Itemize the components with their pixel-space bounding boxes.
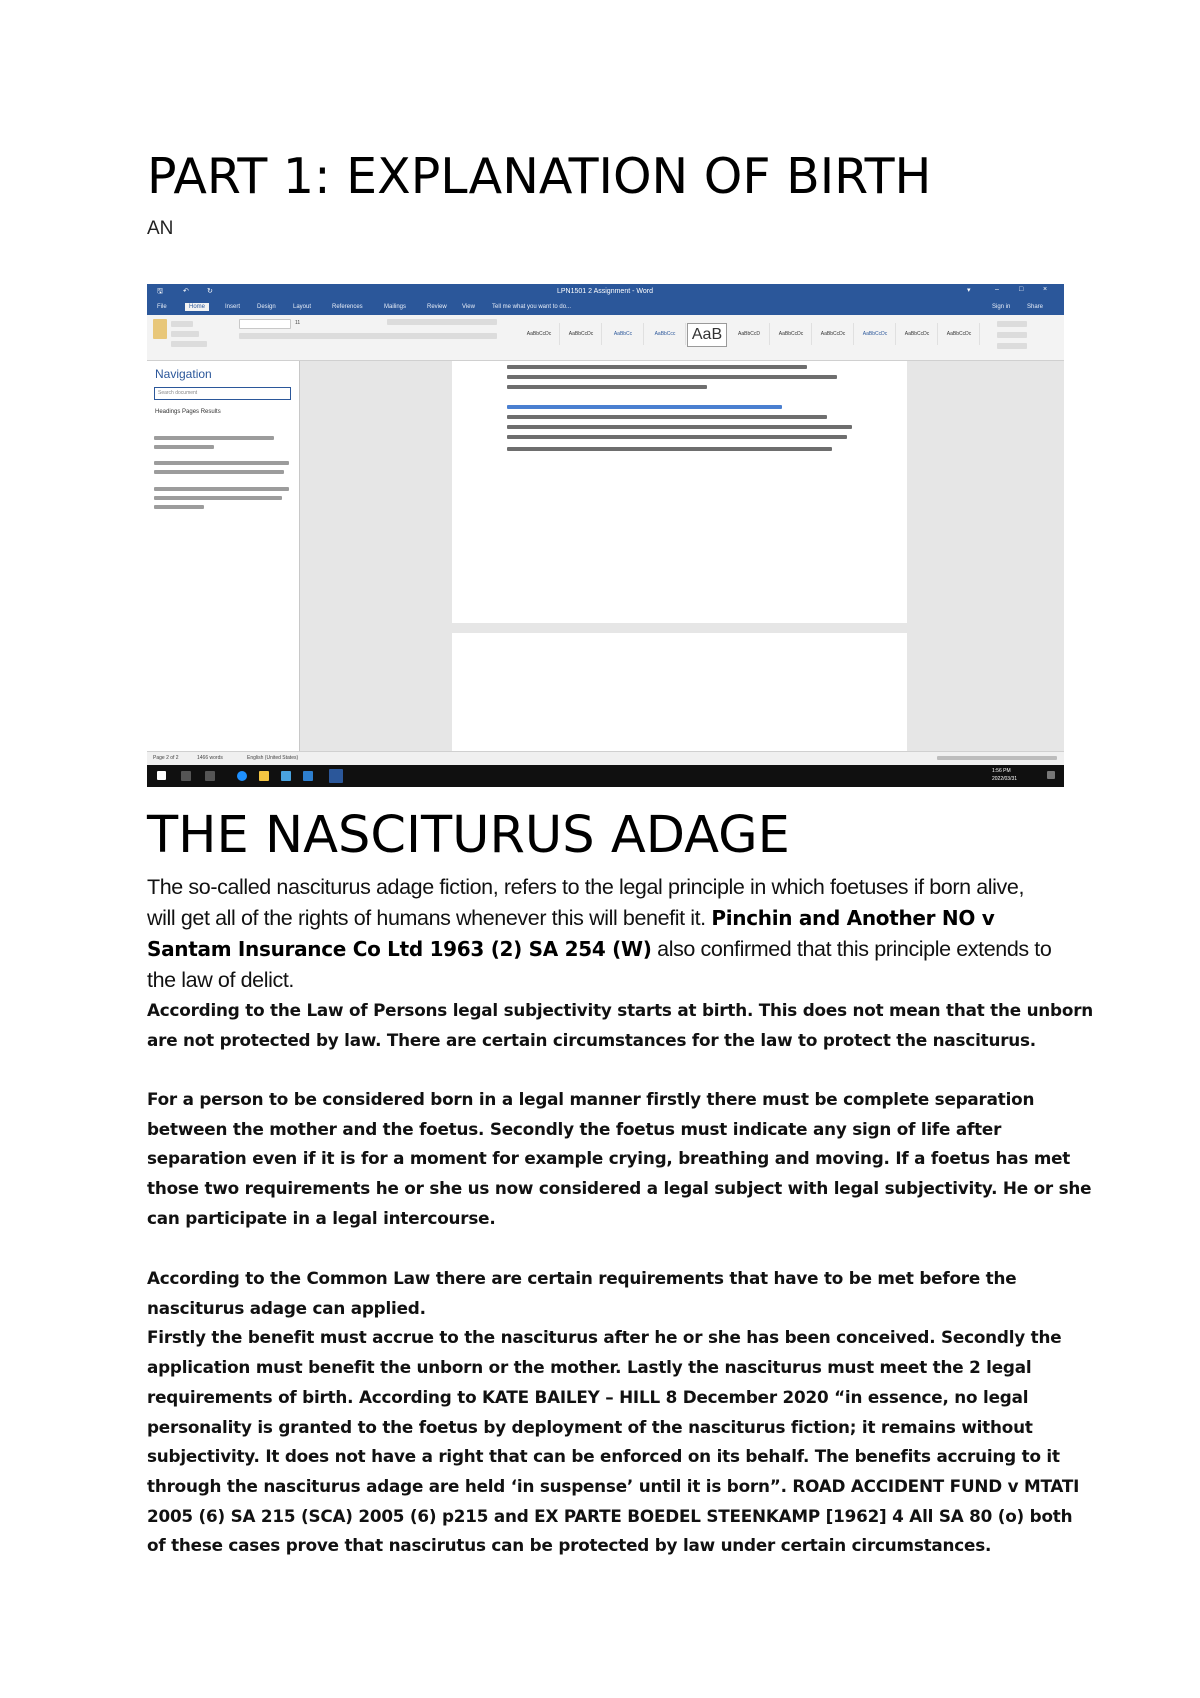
text-line: are not protected by law. There are certain circumstances for the law to protect the nasciturus. [147, 1029, 1036, 1050]
tab-design: Design [257, 304, 276, 310]
text-line: through the nasciturus adage are held ‘in suspense’ until it is born”. ROAD ACCIDENT FUND v MTATI [147, 1475, 1080, 1496]
tell-me-box: Tell me what you want to do... [492, 304, 572, 310]
style-reference: AaBbCcDc [897, 323, 938, 345]
text-line: nasciturus adage can applied. [147, 1297, 426, 1318]
section-heading: THE NASCITURUS ADAGE [147, 806, 790, 865]
word-icon [329, 769, 343, 783]
minimize-icon: – [995, 286, 999, 293]
text-line: those two requirements he or she us now considered a legal subject with legal subjectivity. He or she [147, 1178, 1092, 1199]
page-title: PART 1: EXPLANATION OF BIRTH [147, 148, 932, 205]
paragraph-law-of-persons [147, 996, 1094, 1055]
doc-line [507, 405, 782, 409]
share-button: Share [1027, 304, 1044, 310]
navigation-title: Navigation [155, 367, 212, 381]
text-line: can participate in a legal intercourse. [147, 1207, 496, 1228]
text-line: Firstly the benefit must accrue to the nasciturus after he or she has been conceived. Secondly the [147, 1327, 1062, 1348]
text-line: 2005 (6) SA 215 (SCA) 2005 (6) p215 and EX PARTE BOEDEL STEENKAMP [1962] 4 All SA 80 (o) both [147, 1505, 1073, 1526]
font-size-box: 11 [295, 320, 301, 326]
word-titlebar [147, 284, 1064, 301]
style-heading1: AaBbCc [603, 323, 644, 345]
doc-line [507, 365, 807, 369]
style-title: AaB [687, 323, 727, 347]
doc-line [507, 415, 827, 419]
tab-mailings: Mailings [384, 304, 407, 310]
tab-file: File [157, 304, 167, 310]
notification-icon [1047, 771, 1055, 779]
file-explorer-icon [259, 771, 269, 781]
style-no-spacing: AaBbCcDc [561, 323, 602, 345]
doc-page-2 [452, 633, 907, 753]
word-screenshot [147, 284, 1064, 797]
tab-insert: Insert [225, 304, 241, 310]
intro-tail: also confirmed that this principle extends to the law of delict. [147, 937, 1052, 992]
status-bar [147, 751, 1064, 766]
status-page-count: Page 2 of 2 [153, 755, 179, 761]
document-area [300, 361, 1064, 751]
tab-home: Home [185, 303, 209, 311]
nav-tabs: Headings Pages Results [155, 409, 221, 415]
redo-icon: ↻ [207, 288, 213, 295]
edge-icon [237, 771, 247, 781]
maximize-icon: □ [1019, 286, 1024, 293]
tab-references: References [332, 304, 363, 310]
style-subtitle: AaBbCcD [729, 323, 770, 345]
ribbon [147, 315, 1064, 361]
text-line: According to the Law of Persons legal subjectivity starts at birth. This does not mean that the unborn [147, 1000, 1094, 1020]
style-strong: AaBbCcDc [813, 323, 854, 345]
paste-icon [153, 319, 167, 339]
paragraph-birth-requirements [147, 1085, 1092, 1234]
sign-in-link: Sign in [992, 304, 1011, 310]
text-line: application must benefit the unborn or the mother. Lastly the nasciturus must meet the 2 legal [147, 1357, 1032, 1378]
text-line: requirements of birth. According to KATE BAILEY – HILL 8 December 2020 “in essence, no legal [147, 1386, 1029, 1407]
paragraph-common-law [147, 1264, 1080, 1561]
status-word-count: 1466 words [197, 755, 223, 761]
clock-date: 2022/03/31 [992, 776, 1018, 782]
doc-page-1 [452, 361, 907, 623]
text-line: For a person to be considered born in a legal manner firstly there must be complete separation [147, 1089, 1035, 1109]
text-line: subjectivity. It does not have a right that can be enforced on its behalf. The benefits accruing to it [147, 1446, 1060, 1467]
close-icon: × [1043, 286, 1048, 293]
intro-lead: The so-called nasciturus adage fiction, refers to the legal principle in which foetuses if born alive, will get all of the rights of humans whenever this will benefit it. [147, 875, 1025, 930]
clock-time: 1:56 PM [992, 768, 1011, 774]
windows-taskbar [147, 765, 1064, 787]
task-view-icon [205, 771, 215, 781]
style-heading2: AaBbCcc [645, 323, 686, 345]
mail-icon [303, 771, 313, 781]
text-line: According to the Common Law there are certain requirements that have to be met before the [147, 1268, 1017, 1288]
save-icon: 🖫 [157, 288, 163, 295]
text-line: of these cases prove that nascirutus can be protected by law under certain circumstances. [147, 1535, 992, 1556]
doc-line [507, 375, 837, 379]
ribbon-tabs [147, 301, 1064, 315]
text-line: separation even if it is for a moment for example crying, breathing and moving. If a foetus has met [147, 1148, 1071, 1169]
ribbon-display-icon: ▾ [967, 287, 971, 294]
doc-line [507, 435, 847, 439]
intro-case-citation: Pinchin and Another NO v Santam Insurance Co Ltd 1963 (2) SA 254 (W) [147, 906, 995, 961]
nav-search-input: Search document [154, 387, 291, 400]
style-book-title: AaBbCcDc [939, 323, 980, 345]
find-button [997, 321, 1027, 327]
intro-paragraph [147, 872, 1057, 996]
start-icon [157, 771, 166, 780]
style-quote: AaBbCcDc [855, 323, 896, 345]
zoom-slider [937, 756, 1057, 760]
doc-line [507, 425, 852, 429]
subheading: AN [147, 218, 174, 239]
search-icon [181, 771, 191, 781]
navigation-pane [147, 361, 300, 751]
select-button [997, 343, 1027, 349]
style-normal: AaBbCcDc [519, 323, 560, 345]
text-line: personality is granted to the foetus by deployment of the nasciturus fiction; it remains without [147, 1416, 1033, 1437]
doc-line [507, 385, 707, 389]
text-line: between the mother and the foetus. Secondly the foetus must indicate any sign of life after [147, 1118, 1002, 1139]
tab-layout: Layout [293, 304, 312, 310]
window-title: LPN1501 2 Assignment - Word [557, 288, 653, 295]
replace-button [997, 332, 1027, 338]
undo-icon: ↶ [183, 288, 189, 295]
tab-view: View [462, 304, 475, 310]
tab-review: Review [427, 304, 447, 310]
doc-line [507, 447, 832, 451]
status-language: English (United States) [247, 755, 299, 761]
store-icon [281, 771, 291, 781]
style-emphasis: AaBbCcDc [771, 323, 812, 345]
